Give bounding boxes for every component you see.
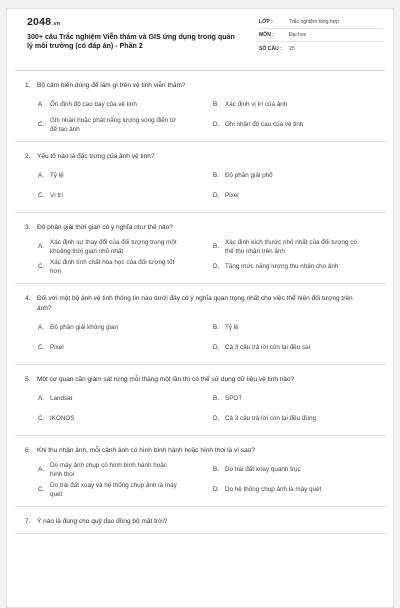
option-letter: A. xyxy=(38,395,44,403)
option-letter: D. xyxy=(213,121,220,129)
option-letter: D. xyxy=(213,344,220,352)
option-letter: D. xyxy=(213,415,220,423)
option-text: Độ phân giải không gian xyxy=(50,324,118,332)
meta-label: LỚP : xyxy=(259,19,273,25)
answer-options xyxy=(15,95,387,135)
option-text: Ghi nhận hoặc phát năng lượng sóng điện từ để tạo ảnh xyxy=(50,116,176,133)
question-stem: Một cơ quan cần giám sát rừng mỗi tháng một lần thì có thể sử dụng dữ liệu vệ tinh nào? xyxy=(37,376,295,383)
question-block xyxy=(15,71,387,142)
option-letter: B. xyxy=(213,243,219,251)
option-letter: B. xyxy=(213,101,219,109)
answer-option[interactable] xyxy=(213,186,373,206)
option-letter: C. xyxy=(38,263,45,271)
meta-row-class xyxy=(259,16,383,29)
option-letter: C. xyxy=(38,344,45,352)
question-text xyxy=(15,375,387,385)
answer-options xyxy=(15,166,387,206)
answer-option[interactable] xyxy=(38,186,208,206)
question-text xyxy=(15,446,387,456)
option-text: Xác định sự thay đổi của đối tượng trong một khoảng thời gian nhỏ nhất xyxy=(50,238,177,255)
question-number: 3. xyxy=(25,224,31,231)
answer-option[interactable] xyxy=(38,95,208,115)
option-letter: A. xyxy=(38,101,44,109)
option-text: Tỷ lệ xyxy=(50,172,64,180)
question-stem: Đối với một bộ ảnh vệ tinh thông tin nào dưới đây có ý nghĩa quan trọng nhất cho việc thể hiện đối tượng trên ảnh? xyxy=(37,295,353,312)
option-letter: A. xyxy=(38,172,44,180)
option-text: Độ phân giải phổ xyxy=(225,172,273,180)
answer-option[interactable] xyxy=(213,166,373,186)
question-block xyxy=(15,507,387,534)
option-text: Cả 3 câu trả lời còn lại đều đúng xyxy=(225,415,316,423)
answer-option[interactable] xyxy=(38,318,208,338)
answer-option[interactable] xyxy=(38,480,208,500)
option-letter: B. xyxy=(213,395,219,403)
question-list xyxy=(15,71,387,534)
answer-options xyxy=(15,237,387,277)
question-stem: Ý nào là đúng cho quỹ đạo đồng bộ mặt trời? xyxy=(37,518,168,525)
meta-label: SỐ CÂU : xyxy=(259,45,282,52)
option-text: Pixel xyxy=(225,192,239,200)
answer-option[interactable] xyxy=(213,389,373,409)
meta-row-count xyxy=(259,42,383,55)
option-letter: C. xyxy=(38,486,45,494)
question-number: 4. xyxy=(25,295,31,302)
option-letter: D. xyxy=(213,486,220,494)
document-title: 300+ câu Trắc nghiệm Viễn thám và GIS ứng dụng trong quản lý môi trường (có đáp án) - Phần 2 xyxy=(27,33,235,51)
question-number: 7. xyxy=(25,518,31,525)
option-text: Tăng mức năng lượng thu nhận cho ảnh xyxy=(225,263,339,271)
meta-row-subject xyxy=(259,29,383,42)
answer-option[interactable] xyxy=(38,389,208,409)
site-logo[interactable]: 2048.vn xyxy=(27,16,60,28)
option-text: IKONOS xyxy=(50,415,75,423)
question-text xyxy=(15,517,387,527)
document-page xyxy=(6,8,394,608)
question-text xyxy=(15,223,387,233)
question-number: 5. xyxy=(25,376,31,383)
question-block xyxy=(15,365,387,436)
answer-option[interactable] xyxy=(38,338,208,358)
answer-option[interactable] xyxy=(38,237,208,257)
option-text: Pixel xyxy=(50,344,64,352)
meta-value: Đại học xyxy=(289,32,307,38)
answer-options xyxy=(15,389,387,429)
answer-option[interactable] xyxy=(213,318,373,338)
answer-option[interactable] xyxy=(213,237,373,257)
option-text: Xác định vị trí của ảnh xyxy=(225,101,288,109)
option-letter: A. xyxy=(38,466,44,474)
answer-option[interactable] xyxy=(213,115,373,135)
answer-option[interactable] xyxy=(213,409,373,429)
question-text xyxy=(15,81,387,91)
option-letter: D. xyxy=(213,192,220,200)
answer-option[interactable] xyxy=(213,95,373,115)
answer-option[interactable] xyxy=(213,460,373,480)
option-text: Ghi nhận độ cao của vệ tinh xyxy=(225,121,304,129)
option-letter: C. xyxy=(38,192,45,200)
question-number: 2. xyxy=(25,153,31,160)
option-letter: C. xyxy=(38,121,45,129)
question-number: 1. xyxy=(25,82,31,89)
option-text: Tỷ lệ xyxy=(225,324,239,332)
option-text: Ổn định độ cao bay của vệ tinh xyxy=(50,101,137,109)
option-letter: B. xyxy=(213,466,219,474)
option-text: Landsat xyxy=(50,395,73,403)
option-letter: A. xyxy=(38,243,44,251)
question-stem: Độ phân giải thời gian có ý nghĩa như thế nào? xyxy=(37,224,173,231)
question-stem: Khi thu nhận ảnh, mỗi cảnh ảnh có hình bình hành hoặc hình thoi là vì sao? xyxy=(37,447,255,454)
question-stem: Yếu tố nào là đặc trưng của ảnh vệ tinh? xyxy=(37,153,155,160)
answer-option[interactable] xyxy=(38,257,208,277)
option-text: Do máy ảnh chụp có hình bình hành hoặc hình thoi xyxy=(50,461,167,478)
option-text: SPOT xyxy=(225,395,243,403)
option-text: Xác định tính chất hóa học của đối tượng tốt hơn xyxy=(50,258,175,275)
question-block xyxy=(15,436,387,507)
answer-option[interactable] xyxy=(213,338,373,358)
meta-value: 25 xyxy=(289,45,295,52)
question-block xyxy=(15,213,387,284)
meta-table xyxy=(259,16,383,55)
meta-value: Trắc nghiệm tổng hợp xyxy=(289,19,339,25)
answer-option[interactable] xyxy=(38,409,208,429)
document-header xyxy=(15,9,385,71)
option-text: Do trái đất xoay quanh trục xyxy=(225,466,301,474)
option-text: Vị trí xyxy=(50,192,63,200)
option-letter: B. xyxy=(213,172,219,180)
answer-options xyxy=(15,318,387,358)
question-text xyxy=(15,294,387,314)
answer-option[interactable] xyxy=(38,460,208,480)
answer-option[interactable] xyxy=(38,115,208,135)
question-stem: Bộ cảm biến dùng để làm gì trên vệ tinh viễn thám? xyxy=(37,82,186,89)
option-text: Cả 3 câu trả lời còn lại đều sai xyxy=(225,344,310,352)
option-letter: C. xyxy=(38,415,45,423)
answer-option[interactable] xyxy=(213,257,373,277)
option-letter: B. xyxy=(213,324,219,332)
option-letter: A. xyxy=(38,324,44,332)
answer-option[interactable] xyxy=(38,166,208,186)
question-text xyxy=(15,152,387,162)
option-text: Do hệ thống chụp ảnh là máy quét xyxy=(225,486,322,494)
answer-options xyxy=(15,460,387,500)
option-letter: D. xyxy=(213,263,220,271)
meta-label: MÔN : xyxy=(259,32,274,38)
option-text: Xác định kích thước nhỏ nhất của đối tượng có thể thu nhận trên ảnh xyxy=(225,238,357,255)
question-block xyxy=(15,284,387,365)
question-number: 6. xyxy=(25,447,31,454)
question-block xyxy=(15,142,387,213)
answer-option[interactable] xyxy=(213,480,373,500)
option-text: Do trái đất xoay và hệ thống chụp ảnh là máy quét xyxy=(50,481,177,498)
